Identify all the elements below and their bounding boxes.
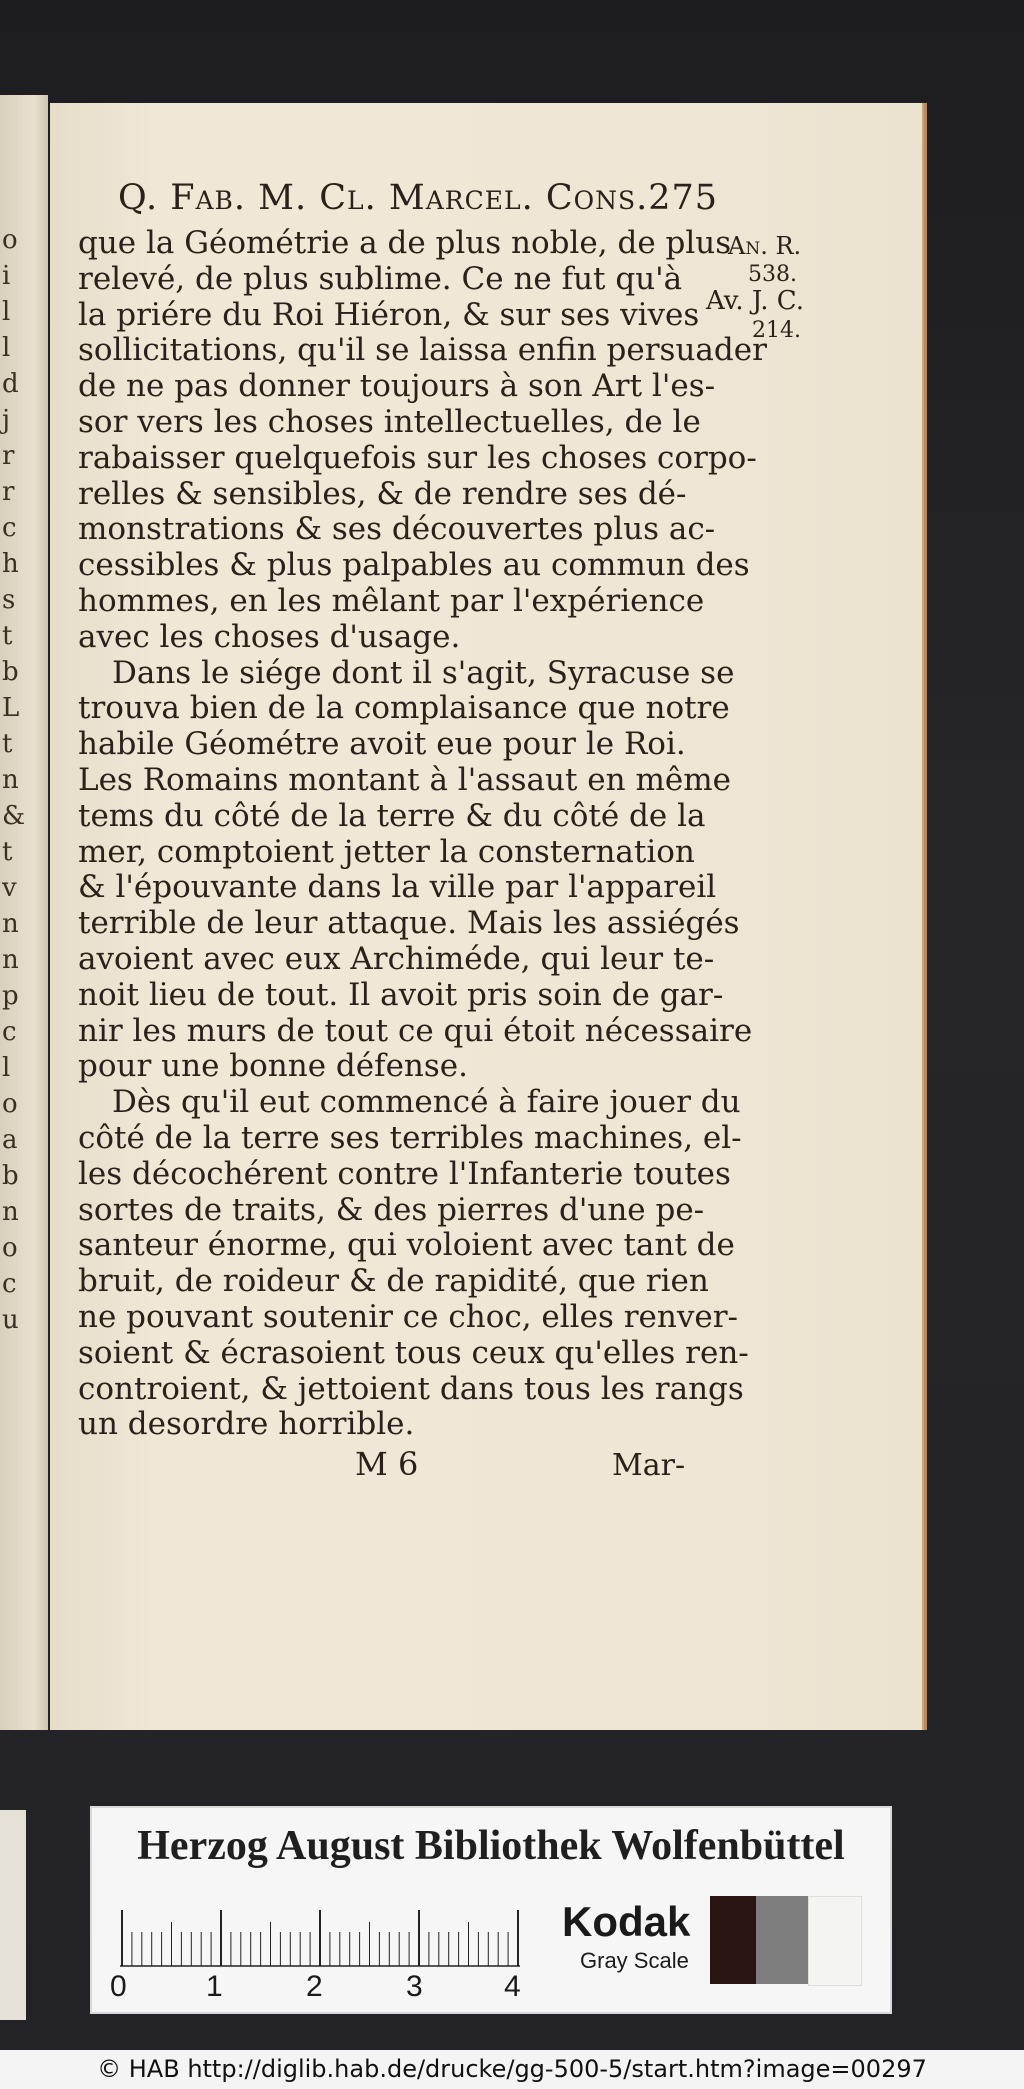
text-line: sor vers les choses intellectuelles, de le [78,403,701,440]
text-line: relevé, de plus sublime. Ce ne fut qu'à [78,260,683,297]
text-line: monstrations & ses découvertes plus ac- [78,511,716,548]
prev-page-fragment: l [2,297,11,327]
text-line: avec les choses d'usage. [78,618,461,655]
prev-page-fragment: l [2,1053,11,1083]
prev-page-fragment: o [2,225,18,255]
text-line: & l'épouvante dans la ville par l'appareil [78,869,717,906]
prev-page-fragment: L [2,693,20,723]
text-line: tems du côté de la terre & du côté de la [78,797,706,834]
text-line: soient & écrasoient tous ceux qu'elles ren- [78,1334,749,1371]
swatch-mid-gray [756,1896,808,1984]
text-line: trouva bien de la complaisance que notre [78,690,730,727]
prev-page-fragment: t [2,621,13,651]
text-line: la priére du Roi Hiéron, & sur ses vives [78,296,700,333]
prev-page-fragment: r [2,441,15,471]
color-scale-card [90,1806,892,2014]
prev-page-fragment: t [2,729,13,759]
text-line: Dans le siége dont il s'agit, Syracuse se [112,654,735,691]
prev-page-fragment: s [2,585,16,615]
catchword: Mar- [612,1448,686,1483]
text-line: les décochérent contre l'Infanterie toutes [78,1155,731,1192]
swatch-white [808,1896,862,1986]
text-line: côté de la terre ses terribles machines, el- [78,1119,742,1156]
prev-page-fragment: n [2,765,19,795]
swatch-dark [710,1896,756,1984]
ruler-label-1: 1 [206,1970,223,2003]
previous-page-lower-edge [0,1810,26,2020]
prev-page-fragment: o [2,1233,18,1263]
prev-page-fragment: & [2,801,26,831]
margin-note-year-rome-value: 538. [748,262,797,287]
ruler-label-0: 0 [110,1970,127,2003]
text-line: sollicitations, qu'il se laissa enfin persuader [78,332,767,369]
prev-page-fragment: i [2,261,11,291]
text-line: cessibles & plus palpables au commun des [78,547,750,584]
prev-page-fragment: o [2,1089,18,1119]
text-line: rabaisser quelquefois sur les choses corpo- [78,439,757,476]
text-line: avoient avec eux Archiméde, qui leur te- [78,940,715,977]
text-line: de ne pas donner toujours à son Art l'es- [78,368,716,405]
ruler-labels [110,1970,530,2006]
margin-note-year-rome: An. R. [728,232,802,260]
prev-page-fragment: n [2,909,19,939]
prev-page-fragment: l [2,333,11,363]
prev-page-fragment: c [2,1269,17,1299]
prev-page-fragment: c [2,513,17,543]
prev-page-fragment: b [2,657,19,687]
text-line: Dès qu'il eut commencé à faire jouer du [112,1084,741,1121]
text-line: noit lieu de tout. Il avoit pris soin de gar- [78,976,724,1013]
ruler-scale [120,1908,520,1968]
text-line: controient, & jettoient dans tous les rangs [78,1370,744,1407]
text-line: ne pouvant soutenir ce choc, elles renver- [78,1298,738,1335]
library-name: Herzog August Bibliothek Wolfenbüttel [137,1823,845,1869]
margin-note-year-bc: Av. J. C. [706,286,805,316]
signature-mark: M 6 [355,1445,419,1483]
text-line: sortes de traits, & des pierres d'une pe- [78,1191,705,1228]
text-line: bruit, de roideur & de rapidité, que rien [78,1263,709,1300]
credit-line: © HAB http://diglib.hab.de/drucke/gg-500-5/start.htm?image=00297 [0,2050,1024,2089]
text-line: hommes, en les mêlant par l'expérience [78,582,705,619]
text-line: relles & sensibles, & de rendre ses dé- [78,475,687,512]
text-line: mer, comptoient jetter la consternation [78,833,695,870]
prev-page-fragment: n [2,945,19,975]
ruler-label-3: 3 [406,1970,423,2003]
prev-page-fragment: u [2,1305,19,1335]
prev-page-fragment: r [2,477,15,507]
prev-page-fragment: c [2,1017,17,1047]
text-line: terrible de leur attaque. Mais les assiégés [78,905,740,942]
text-line: que la Géométrie a de plus noble, de plus [78,225,732,261]
kodak-logo: Kodak [562,1898,691,1945]
margin-note-year-bc-value: 214. [752,318,801,343]
ruler-label-4: 4 [504,1970,521,2003]
prev-page-fragment: j [2,405,11,435]
prev-page-fragment: t [2,837,13,867]
gray-scale-label: Gray Scale [580,1948,689,1973]
prev-page-fragment: d [2,369,19,399]
text-line: nir les murs de tout ce qui étoit nécessaire [78,1012,753,1049]
prev-page-fragment: v [2,873,17,903]
prev-page-fragment: a [2,1125,18,1155]
previous-page-edge [0,95,48,1730]
prev-page-fragment: b [2,1161,19,1191]
text-line: santeur énorme, qui voloient avec tant de [78,1227,735,1264]
prev-page-fragment: p [2,981,19,1011]
prev-page-fragment: h [2,549,19,579]
page-number: 275 [648,178,718,218]
text-line: habile Géométre avoit eue pour le Roi. [78,726,686,763]
text-line: pour une bonne défense. [78,1048,468,1085]
text-line: un desordre horrible. [78,1406,415,1443]
text-line: Les Romains montant à l'assaut en même [78,761,731,798]
prev-page-fragment: n [2,1197,19,1227]
running-head [118,178,718,224]
running-head-title: Q. Fab. M. Cl. Marcel. Cons. [118,178,649,218]
ruler-label-2: 2 [306,1970,323,2003]
